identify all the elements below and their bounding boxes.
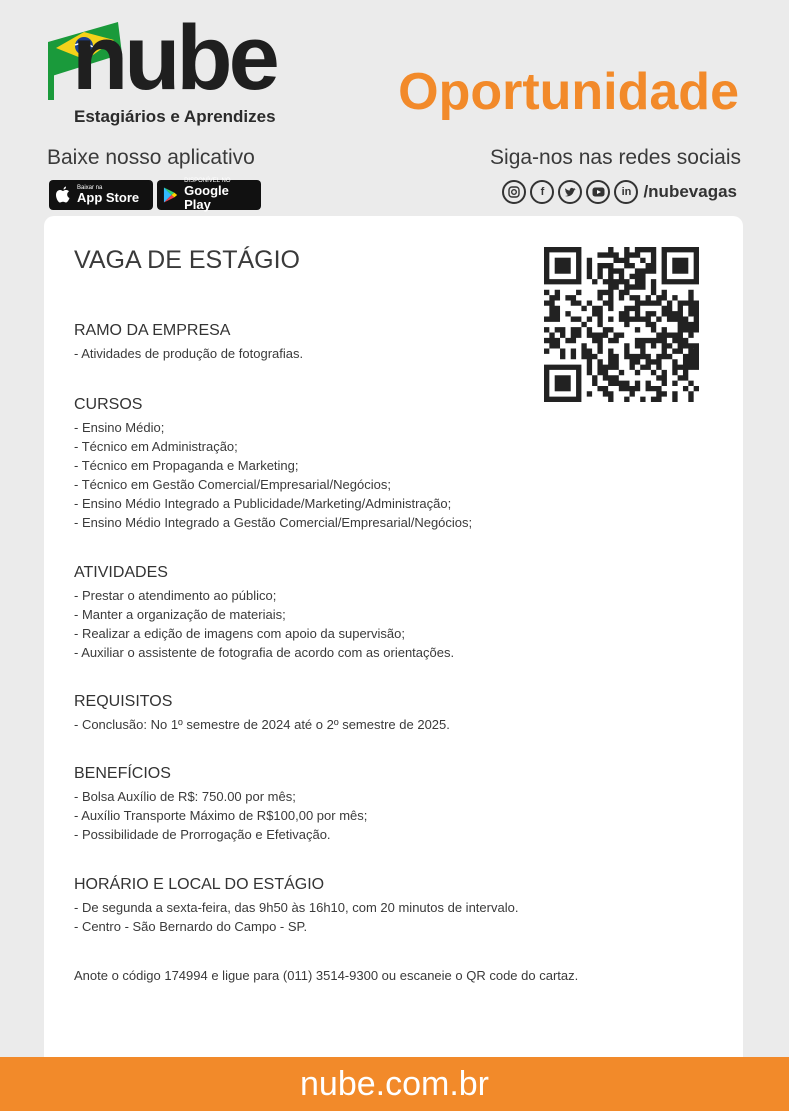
follow-social-text: Siga-nos nas redes sociais — [490, 146, 741, 169]
social-handle[interactable]: /nubevagas — [643, 182, 737, 201]
social-links — [502, 180, 737, 204]
job-card — [44, 216, 743, 1066]
list-item: - De segunda a sexta-feira, das 9h50 às 16h10, com 20 minutos de intervalo. — [74, 900, 519, 915]
apple-icon — [55, 186, 71, 204]
download-app-text: Baixe nosso aplicativo — [47, 146, 255, 169]
instagram-icon[interactable] — [502, 180, 526, 204]
google-play-label: Google Play — [184, 182, 229, 212]
list-item: - Centro - São Bernardo do Campo - SP. — [74, 919, 308, 934]
section-heading: ATIVIDADES — [74, 564, 168, 581]
app-store-button[interactable] — [49, 180, 153, 210]
footer-url[interactable]: nube.com.br — [0, 1057, 789, 1111]
headline: Oportunidade — [398, 63, 739, 121]
list-item: - Conclusão: No 1º semestre de 2024 até o 2º semestre de 2025. — [74, 717, 450, 732]
google-play-small-label: DISPONÍVEL NO — [184, 177, 231, 184]
section-heading: BENEFÍCIOS — [74, 765, 171, 782]
section-courses — [74, 396, 472, 532]
google-play-button[interactable] — [157, 177, 261, 212]
youtube-icon[interactable] — [586, 180, 610, 204]
list-item: - Realizar a edição de imagens com apoio da supervisão; — [74, 626, 405, 641]
linkedin-icon[interactable]: in — [614, 180, 638, 204]
section-heading: RAMO DA EMPRESA — [74, 322, 231, 339]
section-activities — [74, 564, 454, 662]
section-heading: CURSOS — [74, 396, 143, 413]
job-title: VAGA DE ESTÁGIO — [74, 246, 300, 274]
qr-code[interactable] — [544, 247, 699, 402]
list-item: - Manter a organização de materiais; — [74, 607, 286, 622]
list-item: - Bolsa Auxílio de R$: 750.00 por mês; — [74, 789, 296, 804]
logo-wordmark: nube — [72, 7, 276, 109]
twitter-icon[interactable] — [558, 180, 582, 204]
app-store-small-label: Baixar na — [77, 184, 103, 191]
list-item: - Técnico em Propaganda e Marketing; — [74, 458, 299, 473]
facebook-icon[interactable]: f — [530, 180, 554, 204]
list-item: - Possibilidade de Prorrogação e Efetivação. — [74, 827, 331, 842]
section-heading: HORÁRIO E LOCAL DO ESTÁGIO — [74, 876, 325, 893]
list-item: - Prestar o atendimento ao público; — [74, 588, 277, 603]
list-item: - Técnico em Gestão Comercial/Empresarial/Negócios; — [74, 477, 391, 492]
header — [0, 0, 789, 215]
list-item: - Técnico em Administração; — [74, 439, 238, 454]
section-benefits — [74, 765, 367, 844]
section-schedule-location — [74, 876, 518, 936]
list-item: - Ensino Médio Integrado a Gestão Comercial/Empresarial/Negócios; — [74, 515, 473, 530]
list-item: - Ensino Médio; — [74, 420, 165, 435]
section-requirements — [74, 693, 450, 734]
list-item: - Ensino Médio Integrado a Publicidade/Marketing/Administração; — [74, 496, 452, 511]
app-store-label: App Store — [77, 189, 140, 205]
list-item: - Auxílio Transporte Máximo de R$100,00 por mês; — [74, 808, 368, 823]
section-heading: REQUISITOS — [74, 693, 173, 710]
nube-logo[interactable] — [44, 7, 294, 130]
list-item: - Atividades de produção de fotografias. — [74, 346, 304, 361]
section-company-branch — [74, 322, 303, 363]
google-play-icon — [163, 186, 178, 204]
list-item: - Auxiliar o assistente de fotografia de acordo com as orientações. — [74, 645, 455, 660]
contact-note: Anote o código 174994 e ligue para (011) 3514-9300 ou escaneie o QR code do cartaz. — [74, 968, 579, 983]
logo-subtitle: Estagiários e Aprendizes — [74, 107, 276, 126]
